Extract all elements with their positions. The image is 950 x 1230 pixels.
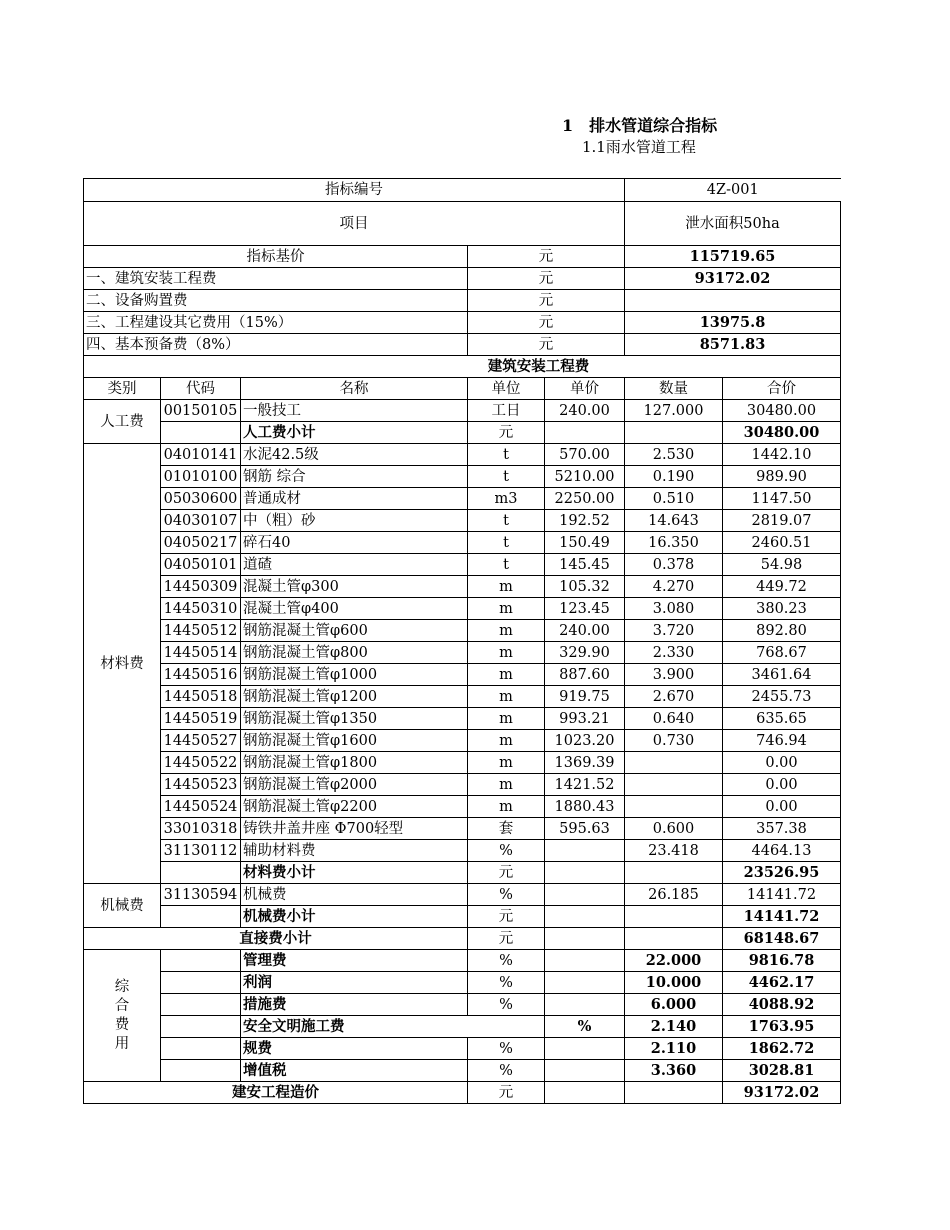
table-row [84,532,841,554]
empty-price [545,862,625,884]
table-row [84,664,841,686]
table-row [84,510,841,532]
item-unit: % [468,840,545,862]
table-row [84,400,841,422]
empty-qty [625,906,723,928]
comp-unit: % [468,950,545,972]
item-qty [625,796,723,818]
column-header: 名称 [241,378,468,400]
empty-price [545,1038,625,1060]
direct-subtotal-total: 68148.67 [723,928,841,950]
item-total: 768.67 [723,642,841,664]
item-unit: m3 [468,488,545,510]
subtotal-unit: 元 [468,422,545,444]
item-unit: 套 [468,818,545,840]
item-name: 道碴 [241,554,468,576]
item-name: 钢筋混凝土管φ800 [241,642,468,664]
item-qty [625,774,723,796]
item-name: 水泥42.5级 [241,444,468,466]
comprehensive-row [84,1038,841,1060]
item-total: 30480.00 [723,400,841,422]
base-price-label: 指标基价 [84,246,468,268]
item-qty: 16.350 [625,532,723,554]
item-qty: 4.270 [625,576,723,598]
item-price [545,840,625,862]
item-qty: 0.730 [625,730,723,752]
item-total: 14141.72 [723,884,841,906]
subtotal-total: 14141.72 [723,906,841,928]
index-fee-row [84,312,841,334]
subtotal-row [84,862,841,884]
item-total: 0.00 [723,774,841,796]
comp-name: 管理费 [241,950,468,972]
item-total: 0.00 [723,752,841,774]
base-price-unit: 元 [468,246,625,268]
item-qty: 2.670 [625,686,723,708]
item-unit: t [468,444,545,466]
item-unit: m [468,576,545,598]
item-code: 04030107 [161,510,241,532]
table-row [84,752,841,774]
item-code: 14450519 [161,708,241,730]
category-label: 人工费 [84,400,161,444]
comp-name: 规费 [241,1038,468,1060]
comp-name: 利润 [241,972,468,994]
comprehensive-row [84,950,841,972]
subtotal-name: 材料费小计 [241,862,468,884]
subtotal-unit: 元 [468,862,545,884]
item-unit: m [468,708,545,730]
item-name: 钢筋混凝土管φ1800 [241,752,468,774]
item-name: 铸铁井盖井座 Φ700轻型 [241,818,468,840]
item-qty: 0.510 [625,488,723,510]
table-row [84,796,841,818]
fee-value: 93172.02 [625,268,841,290]
item-name: 混凝土管φ300 [241,576,468,598]
item-qty: 26.185 [625,884,723,906]
comp-total: 3028.81 [723,1060,841,1082]
item-qty: 3.900 [625,664,723,686]
empty-price [545,906,625,928]
item-price: 595.63 [545,818,625,840]
fee-unit: 元 [468,312,625,334]
item-total: 989.90 [723,466,841,488]
comp-qty: 2.110 [625,1038,723,1060]
item-code: 05030600 [161,488,241,510]
empty-price [545,422,625,444]
fee-value [625,290,841,312]
empty-price [545,1060,625,1082]
empty-code [161,1060,241,1082]
comprehensive-row [84,972,841,994]
empty-code [161,1016,241,1038]
item-code: 14450527 [161,730,241,752]
item-qty: 14.643 [625,510,723,532]
grand-total-value: 93172.02 [723,1082,841,1104]
item-name: 钢筋 综合 [241,466,468,488]
item-total: 380.23 [723,598,841,620]
item-unit: t [468,510,545,532]
empty-qty [625,1082,723,1104]
comp-total: 1763.95 [723,1016,841,1038]
column-header: 类别 [84,378,161,400]
subtotal-row [84,422,841,444]
table-row [84,444,841,466]
table-row [84,708,841,730]
item-code: 14450516 [161,664,241,686]
comp-unit: % [468,972,545,994]
item-name: 钢筋混凝土管φ2000 [241,774,468,796]
fee-name: 一、建筑安装工程费 [84,268,468,290]
item-price: 145.45 [545,554,625,576]
category-label [84,950,161,1082]
index-no-value: 4Z-001 [625,179,841,202]
item-name: 中（粗）砂 [241,510,468,532]
fee-name: 三、工程建设其它费用（15%） [84,312,468,334]
fee-value: 8571.83 [625,334,841,356]
page-title: 1 排水管道综合指标 [562,116,718,135]
fee-unit: 元 [468,334,625,356]
item-qty: 2.530 [625,444,723,466]
item-qty: 0.640 [625,708,723,730]
item-name: 辅助材料费 [241,840,468,862]
item-price: 570.00 [545,444,625,466]
item-price [545,884,625,906]
item-row [84,202,841,246]
empty-qty [625,862,723,884]
item-name: 钢筋混凝土管φ1000 [241,664,468,686]
item-code: 14450518 [161,686,241,708]
comp-name: 安全文明施工费 [241,1016,545,1038]
table-row [84,620,841,642]
comp-qty: 22.000 [625,950,723,972]
category-label: 材料费 [84,444,161,884]
item-price: 329.90 [545,642,625,664]
empty-code [161,422,241,444]
item-qty: 0.600 [625,818,723,840]
comp-total: 1862.72 [723,1038,841,1060]
empty-price [545,972,625,994]
table-row [84,818,841,840]
fee-value: 13975.8 [625,312,841,334]
direct-subtotal-row [84,928,841,950]
item-code: 33010318 [161,818,241,840]
item-price: 1880.43 [545,796,625,818]
item-name: 钢筋混凝土管φ1600 [241,730,468,752]
table-row [84,576,841,598]
column-header: 代码 [161,378,241,400]
empty-code [161,950,241,972]
comprehensive-row [84,1060,841,1082]
comp-total: 4462.17 [723,972,841,994]
item-total: 1442.10 [723,444,841,466]
item-total: 2819.07 [723,510,841,532]
item-unit: % [468,884,545,906]
column-header-row [84,378,841,400]
empty-code [161,862,241,884]
item-code: 14450524 [161,796,241,818]
item-name: 普通成材 [241,488,468,510]
comp-qty: 2.140 [625,1016,723,1038]
table-row [84,884,841,906]
item-name: 碎石40 [241,532,468,554]
index-fee-row [84,334,841,356]
item-unit: m [468,774,545,796]
item-unit: t [468,532,545,554]
item-unit: m [468,752,545,774]
index-sheet [83,178,841,1104]
item-name: 混凝土管φ400 [241,598,468,620]
comp-unit: % [545,1016,625,1038]
item-price: 887.60 [545,664,625,686]
table-row [84,642,841,664]
item-total: 4464.13 [723,840,841,862]
item-qty: 3.720 [625,620,723,642]
section-banner-row [84,356,841,378]
base-price-row [84,246,841,268]
item-code: 14450514 [161,642,241,664]
comp-unit: % [468,1060,545,1082]
item-code: 04050217 [161,532,241,554]
comp-name: 增值税 [241,1060,468,1082]
direct-subtotal-unit: 元 [468,928,545,950]
table-row [84,554,841,576]
grand-total-name: 建安工程造价 [84,1082,468,1104]
item-code: 04050101 [161,554,241,576]
table-row [84,466,841,488]
comp-qty: 6.000 [625,994,723,1016]
empty-price [545,950,625,972]
column-header: 合价 [723,378,841,400]
item-price: 1023.20 [545,730,625,752]
item-qty: 23.418 [625,840,723,862]
item-total: 892.80 [723,620,841,642]
empty-price [545,928,625,950]
item-price: 150.49 [545,532,625,554]
item-qty: 0.378 [625,554,723,576]
subtotal-name: 人工费小计 [241,422,468,444]
item-code: 14450523 [161,774,241,796]
base-price-value: 115719.65 [625,246,841,268]
item-unit: m [468,730,545,752]
item-total: 2455.73 [723,686,841,708]
item-qty: 3.080 [625,598,723,620]
comp-qty: 3.360 [625,1060,723,1082]
comp-name: 措施费 [241,994,468,1016]
index-fee-row [84,290,841,312]
item-total: 357.38 [723,818,841,840]
subtotal-total: 23526.95 [723,862,841,884]
fee-unit: 元 [468,290,625,312]
item-price: 240.00 [545,400,625,422]
item-name: 钢筋混凝土管φ600 [241,620,468,642]
item-name: 一般技工 [241,400,468,422]
item-price: 105.32 [545,576,625,598]
table-row [84,686,841,708]
item-total: 0.00 [723,796,841,818]
item-total: 635.65 [723,708,841,730]
item-code: 14450522 [161,752,241,774]
item-price: 5210.00 [545,466,625,488]
item-unit: m [468,598,545,620]
empty-price [545,994,625,1016]
item-code: 00150105 [161,400,241,422]
empty-code [161,906,241,928]
item-unit: m [468,620,545,642]
item-code: 31130594 [161,884,241,906]
comprehensive-row [84,1016,841,1038]
fee-name: 四、基本预备费（8%） [84,334,468,356]
item-total: 3461.64 [723,664,841,686]
item-qty: 2.330 [625,642,723,664]
item-total: 2460.51 [723,532,841,554]
item-name: 机械费 [241,884,468,906]
empty-code [161,994,241,1016]
comprehensive-category: 综合费用 [114,978,130,1052]
item-price: 123.45 [545,598,625,620]
item-total: 746.94 [723,730,841,752]
item-code: 14450512 [161,620,241,642]
item-name: 钢筋混凝土管φ2200 [241,796,468,818]
item-name: 钢筋混凝土管φ1350 [241,708,468,730]
item-qty: 127.000 [625,400,723,422]
comp-total: 9816.78 [723,950,841,972]
table-row [84,598,841,620]
item-value: 泄水面积50ha [625,202,841,246]
item-unit: m [468,796,545,818]
index-no-row [84,179,841,202]
fee-unit: 元 [468,268,625,290]
empty-qty [625,928,723,950]
item-code: 14450309 [161,576,241,598]
category-label: 机械费 [84,884,161,928]
item-qty [625,752,723,774]
item-unit: t [468,554,545,576]
comp-unit: % [468,1038,545,1060]
empty-code [161,972,241,994]
item-code: 01010100 [161,466,241,488]
table-row [84,730,841,752]
item-total: 54.98 [723,554,841,576]
item-unit: m [468,664,545,686]
item-price: 919.75 [545,686,625,708]
table-row [84,488,841,510]
column-header: 单位 [468,378,545,400]
item-code: 31130112 [161,840,241,862]
table-row [84,840,841,862]
item-qty: 0.190 [625,466,723,488]
table-row [84,774,841,796]
item-price: 192.52 [545,510,625,532]
item-total: 1147.50 [723,488,841,510]
page-subtitle: 1.1雨水管道工程 [582,138,696,156]
grand-total-unit: 元 [468,1082,545,1104]
item-unit: 工日 [468,400,545,422]
empty-qty [625,422,723,444]
subtotal-name: 机械费小计 [241,906,468,928]
item-code: 14450310 [161,598,241,620]
item-price: 1369.39 [545,752,625,774]
direct-subtotal-name: 直接费小计 [84,928,468,950]
item-price: 993.21 [545,708,625,730]
item-name: 钢筋混凝土管φ1200 [241,686,468,708]
subtotal-row [84,906,841,928]
section-title: 建筑安装工程费 [84,356,841,378]
subtotal-unit: 元 [468,906,545,928]
empty-code [161,1038,241,1060]
item-label: 项目 [84,202,625,246]
item-price: 1421.52 [545,774,625,796]
column-header: 单价 [545,378,625,400]
index-fee-row [84,268,841,290]
grand-total-row [84,1082,841,1104]
comp-unit: % [468,994,545,1016]
column-header: 数量 [625,378,723,400]
item-unit: m [468,686,545,708]
item-price: 240.00 [545,620,625,642]
item-code: 04010141 [161,444,241,466]
item-unit: t [468,466,545,488]
item-unit: m [468,642,545,664]
comprehensive-row [84,994,841,1016]
index-no-label: 指标编号 [84,179,625,202]
fee-name: 二、设备购置费 [84,290,468,312]
item-total: 449.72 [723,576,841,598]
item-price: 2250.00 [545,488,625,510]
comp-total: 4088.92 [723,994,841,1016]
comp-qty: 10.000 [625,972,723,994]
empty-price [545,1082,625,1104]
subtotal-total: 30480.00 [723,422,841,444]
